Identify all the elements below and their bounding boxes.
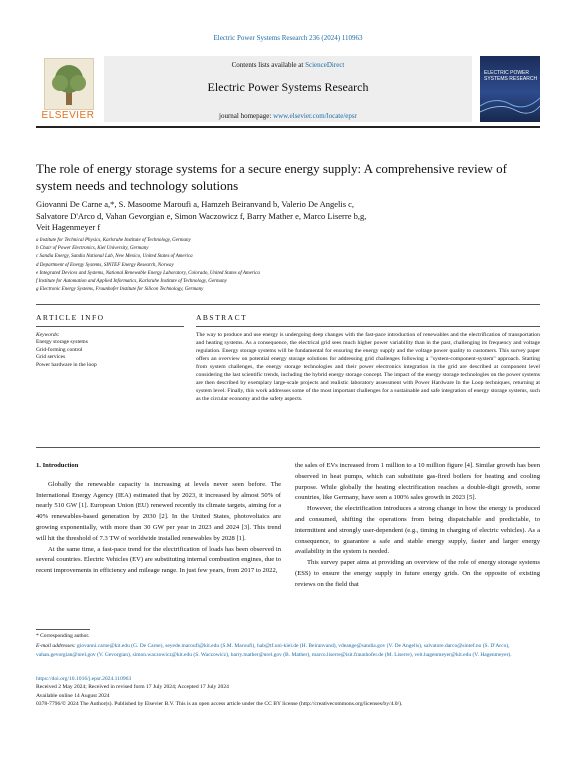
author-list bbox=[36, 199, 540, 234]
affiliation: e Integrated Devices and Systems, National Renewable Energy Laboratory, Colorado, United States of America bbox=[36, 270, 260, 276]
homepage-line bbox=[104, 112, 472, 120]
keywords-label: Keywords: bbox=[36, 332, 60, 338]
license-text: 0378-7796/© 2024 The Author(s). Published by Elsevier B.V. This is an open access article under the CC BY license (http://creativecommons.org/licenses/by/4.0/). bbox=[36, 701, 403, 708]
body-paragraph: Globally the renewable capacity is increasing at levels never seen before. The International Energy Agency (IEA) estimated that by 2023, it increased by almost 50% of nearly 510 GW [1]. European Union (EU) renewed recently its climate targets, aiming for a 40% renewables-based generation by 2030 [2]. In the United States, photovoltaics are growing exponentially, with more than 30 GW per year in 2023 and 2024 [3]. This trend will hit the threshold of 7.3 TW of worldwide installed renewables by 2028 [1]. bbox=[36, 480, 281, 542]
available-online: Available online 14 August 2024 bbox=[36, 692, 110, 699]
body-paragraph: At the same time, a fast-pace trend for the electrification of loads has been observed in several countries. Electric Vehicles (EV) are substituting internal combustion engines, due to recent improvements in efficiency and mileage range. In just few years, from 2017 to 2022, bbox=[36, 545, 281, 575]
section-heading: 1. Introduction bbox=[36, 462, 79, 469]
affiliation: f Institute for Automation and Applied Informatics, Karlsruhe Institute of Technology, Germany bbox=[36, 279, 227, 285]
contents-prefix: Contents lists available at bbox=[231, 61, 306, 69]
affiliation: d Department of Energy Systems, SINTEF Energy Research, Norway bbox=[36, 262, 174, 268]
keywords-block bbox=[36, 332, 186, 369]
email-list[interactable]: giovanni.carne@kit.edu (G. De Carne), seyede.maroufi@kit.edu (S.M. Maroufi), hab@tf.uni-kiel.de (H. Beiranvand), vdeange@sandia.gov (V. De Angelis), salvatore.darco@sintef.no (S. D'Arco), vahan.gevorgian@nrel.gov (V. Gevorgian), simon.waczowicz@kit.edu (S. Waczowicz), barry.mather@nrel.gov (B. Mather), marco.liserre@isit.fraunhofer.de (M. Liserre), veit.hagenmeyer@kit.edu (V. Hagenmeyer). bbox=[36, 642, 512, 658]
homepage-prefix: journal homepage: bbox=[219, 112, 274, 120]
homepage-link[interactable]: www.elsevier.com/locate/epsr bbox=[273, 112, 357, 120]
email-addresses bbox=[36, 642, 540, 661]
keyword: Grid-forming control bbox=[36, 346, 83, 353]
body-column-right bbox=[295, 461, 540, 591]
authors-line: Giovanni De Carne a,*, S. Masoome Maroufi a, Hamzeh Beiranvand b, Valerio De Angelis c, bbox=[36, 199, 355, 209]
affiliation-list bbox=[36, 237, 540, 294]
affiliation: c Sandia Energy, Sandia National Lab, New Mexico, United States of America bbox=[36, 254, 193, 260]
keyword: Energy storage systems bbox=[36, 339, 88, 346]
divider bbox=[36, 304, 540, 305]
header-rule bbox=[36, 126, 540, 128]
elsevier-logo-text: ELSEVIER bbox=[41, 110, 95, 121]
authors-line: Salvatore D'Arco d, Vahan Gevorgian e, Simon Waczowicz f, Barry Mather e, Marco Liserre b,g, bbox=[36, 210, 367, 221]
affiliation: a Institute for Technical Physics, Karlsruhe Institute of Technology, Germany bbox=[36, 238, 191, 243]
abstract-heading: ABSTRACT bbox=[196, 313, 248, 322]
email-label: E-mail addresses: bbox=[36, 642, 76, 649]
publication-info bbox=[36, 675, 540, 709]
affiliation: b Chair of Power Electronics, Kiel University, Germany bbox=[36, 246, 149, 252]
received-dates: Received 2 May 2024; Received in revised form 17 July 2024; Accepted 17 July 2024 bbox=[36, 684, 229, 691]
body-paragraph: the sales of EVs increased from 1 million to a 10 million figure [4]. Similar growth has been observed in heat pumps, which can substitute gas-fired boilers for heating and cooling purpose. While globally the heating electrification reaches a double-digit growth, some countries, like Germany, have seen a 100% sales growth in 2023 [5]. bbox=[295, 462, 540, 502]
article-info-heading: ARTICLE INFO bbox=[36, 313, 105, 322]
journal-citation[interactable]: Electric Power Systems Research 236 (2024) 110963 bbox=[213, 34, 363, 42]
body-paragraph: However, the electrification introduces a strong change in how the energy is produced and consumed, shifting the operations from being dispatchable and predictable, to intermittent and strongly user-dependent (e.g., timing in charging of electric vehicles). As a consequence, to guarantee a safe and stable energy supply, faster and larger energy availability in the system is needed. bbox=[295, 505, 540, 556]
keyword: Power hardware in the loop bbox=[36, 361, 97, 368]
divider bbox=[36, 326, 184, 327]
footnote-rule bbox=[36, 629, 90, 630]
journal-cover-title: ELECTRIC POWER SYSTEMS RESEARCH bbox=[484, 70, 538, 82]
affiliation: g Electronic Energy Systems, Fraunhofer Institute for Silicon Technology, Germany bbox=[36, 287, 204, 293]
abstract-text: The way to produce and use energy is undergoing deep changes with the fast-pace introduction of renewables and the electrification of transportation and heating systems. As a consequence, the electrical grid sees much higher power variability than in the past, challenging its frequency and voltage regulation. Energy storage systems will be fundamental for ensuring the energy supply and the voltage power quality to customers. This survey paper offers an overview on potential energy storage solutions for addressing grid challenges following a "system-component-system" approach. Starting from system challenges, the energy storage technologies and their power electronics integration in the grid are described at component level considering the last scientific trends, including the hybrid energy storage concept. The impact of the energy storage technologies on the power systems are then described by exemplary large-scale projects and realistic laboratory assessment with Power Hardware In the Loop techniques, returning at system level. Finally, this work addresses some of the most important challenges for a sustainable and safe integration of energy storage systems, such as the circular economy and the safety aspects. bbox=[196, 332, 540, 402]
divider bbox=[36, 447, 540, 448]
contents-line bbox=[104, 61, 472, 69]
article-title: The role of energy storage systems for a secure energy supply: A comprehensive review of system needs and technology solutions bbox=[36, 161, 507, 193]
authors-line: Veit Hagenmeyer f bbox=[36, 222, 101, 232]
doi-link[interactable]: https://doi.org/10.1016/j.epsr.2024.110963 bbox=[36, 676, 132, 682]
elsevier-tree-logo bbox=[44, 58, 94, 110]
footnotes bbox=[36, 632, 540, 661]
body-column-left bbox=[36, 461, 281, 577]
keyword: Grid services bbox=[36, 354, 66, 361]
journal-title: Electric Power Systems Research bbox=[207, 80, 369, 94]
divider bbox=[196, 326, 540, 327]
sciencedirect-link[interactable]: ScienceDirect bbox=[305, 61, 345, 69]
journal-cover-image bbox=[480, 56, 540, 122]
corresponding-author-note: * Corresponding author. bbox=[36, 633, 90, 639]
body-paragraph: This survey paper aims at providing an overview of the role of energy storage systems (ESS) to ensure the energy supply in future energy grids. On the opposite of existing reviews on the field that bbox=[295, 559, 540, 588]
